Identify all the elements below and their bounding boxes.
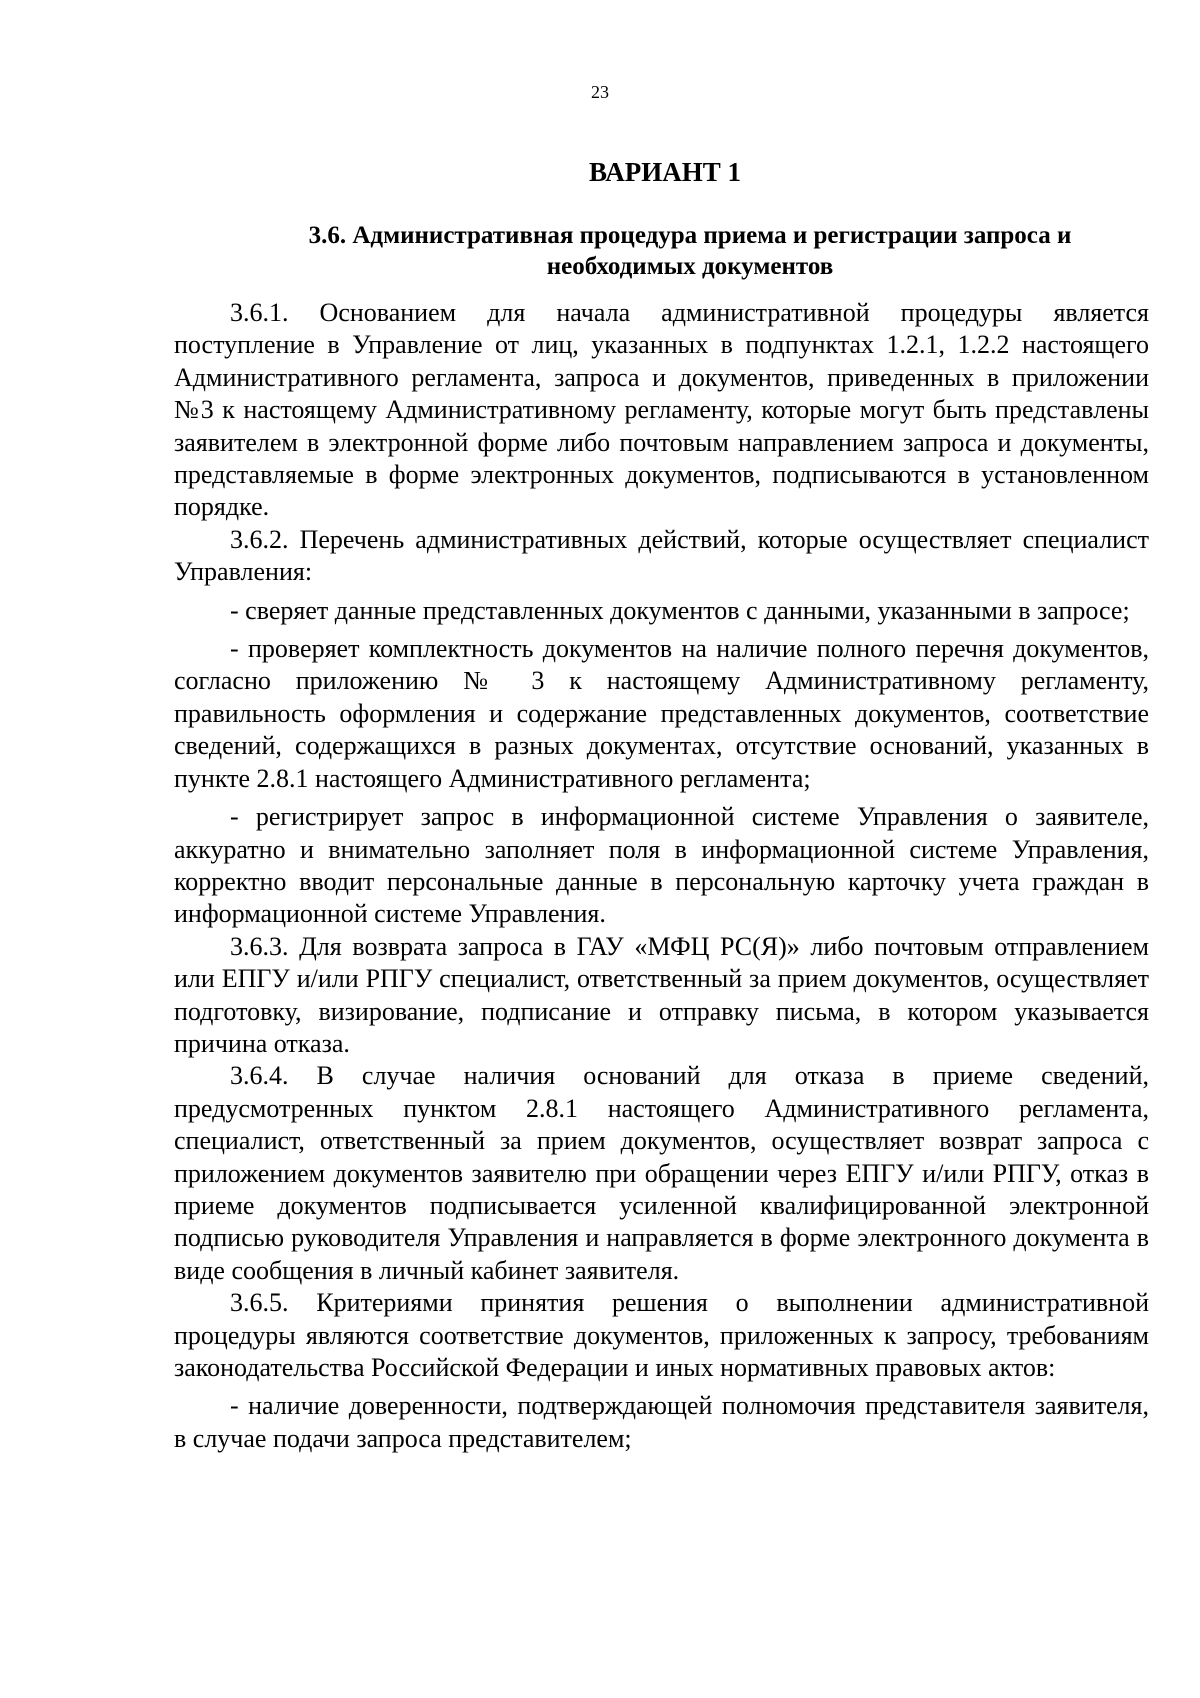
- list-item-register-request: - регистрирует запрос в информационной системе Управления о заявителе, аккуратно и внимательно заполняет поля в информационной системе Управления, корректно вводит персональные данные в персональную карточку учета граждан в информационной системе Управления.: [174, 802, 1149, 929]
- page-number: 23: [591, 82, 609, 102]
- paragraph-3-6-4: 3.6.4. В случае наличия оснований для отказа в приеме сведений, предусмотренных пунктом 2.8.1 настоящего Административного регламента, специалист, ответственный за прием документов, осуществляет возврат запроса с приложением документов заявителю при обращении через ЕПГУ и/или РПГУ, отказ в приеме документов подписывается усиленной квалифицированной электронной подписью руководителя Управления и направляется в форме электронного документа в виде сообщения в личный кабинет заявителя.: [174, 1061, 1149, 1285]
- list-item-check-completeness: - проверяет комплектность документов на наличие полного перечня документов, согласно приложению № 3 к настоящему Административному регламенту, правильность оформления и содержание представленных документов, соответствие сведений, содержащихся в разных документах, отсутствие оснований, указанных в пункте 2.8.1 настоящего Административного регламента;: [174, 634, 1149, 793]
- paragraph-3-6-5: 3.6.5. Критериями принятия решения о выполнении административной процедуры являются соответствие документов, приложенных к запросу, требованиям законодательства Российской Федерации и иных нормативных правовых актов:: [174, 1288, 1149, 1382]
- list-item-verify-data: - сверяет данные представленных документов с данными, указанными в запросе;: [230, 595, 1130, 625]
- paragraph-3-6-1: 3.6.1. Основанием для начала административной процедуры является поступление в Управление от лиц, указанных в подпунктах 1.2.1, 1.2.2 настоящего Административного регламента, запроса и документов, приведенных в приложении №3 к настоящему Административному регламенту, которые могут быть представлены заявителем в электронной форме либо почтовым направлением запроса и документы, представляемые в форме электронных документов, подписываются в установленном порядке.: [174, 298, 1149, 522]
- paragraph-3-6-2: 3.6.2. Перечень административных действий, которые осуществляет специалист Управления:: [174, 524, 1149, 587]
- section-title: 3.6. Административная процедура приема и регистрации запроса и необходимых документов: [308, 222, 1072, 280]
- variant-heading: ВАРИАНТ 1: [588, 157, 742, 187]
- body-text: [174, 297, 1149, 1455]
- list-item-power-of-attorney: - наличие доверенности, подтверждающей полномочия представителя заявителя, в случае подачи запроса представителем;: [174, 1391, 1149, 1453]
- paragraph-3-6-3: 3.6.3. Для возврата запроса в ГАУ «МФЦ РС(Я)» либо почтовым отправлением или ЕПГУ и/или РПГУ специалист, ответственный за прием документов, осуществляет подготовку, визирование, подписание и отправку письма, в котором указывается причина отказа.: [174, 931, 1149, 1058]
